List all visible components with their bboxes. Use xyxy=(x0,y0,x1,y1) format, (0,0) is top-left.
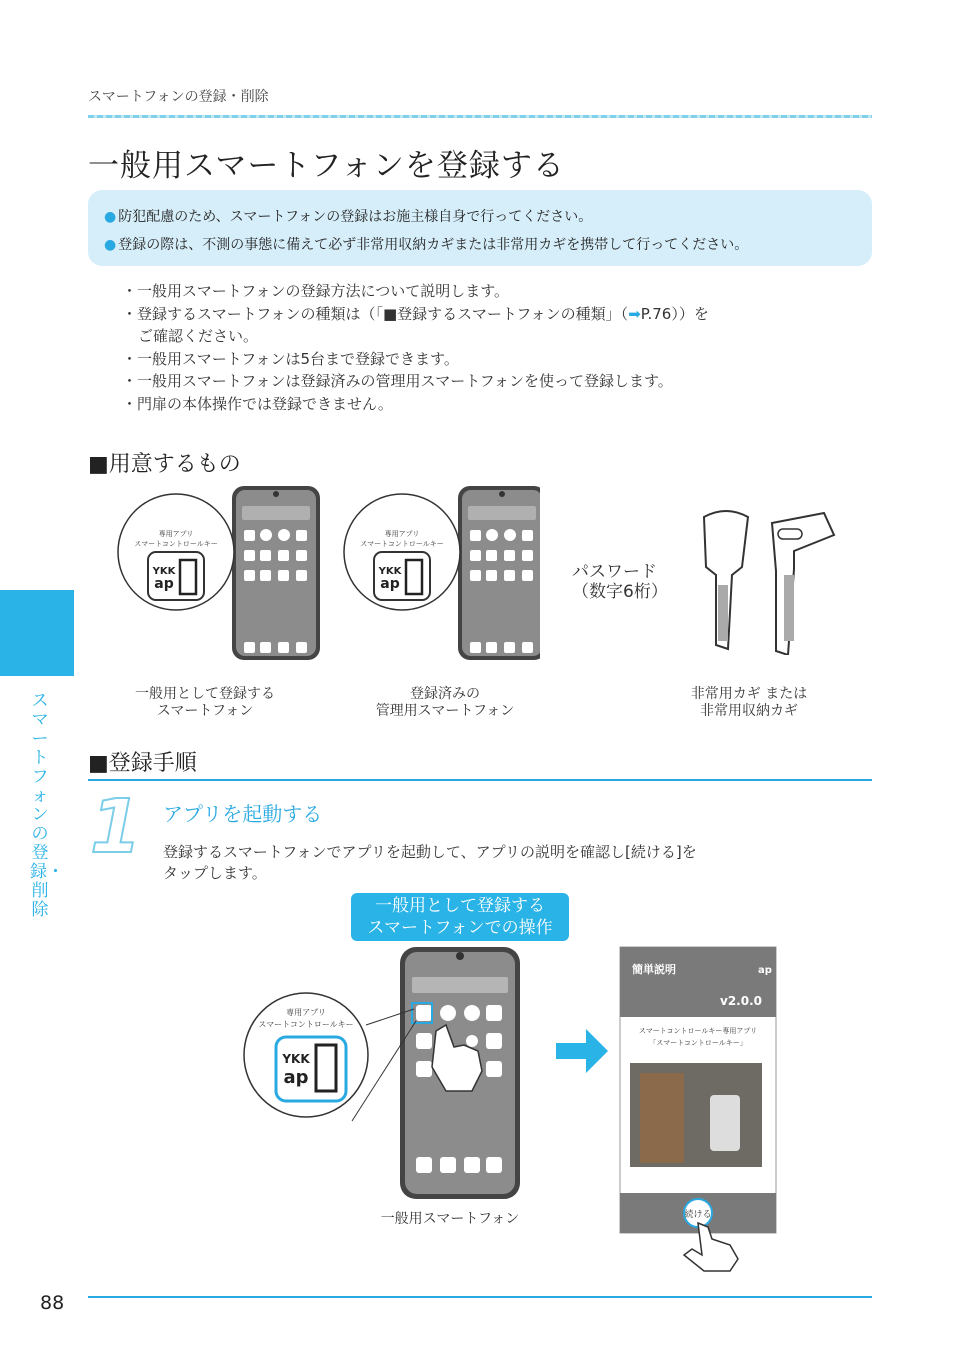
step-number: 1 xyxy=(90,784,142,870)
svg-text:スマートコントロールキー: スマートコントロールキー xyxy=(134,540,218,548)
page-number: 88 xyxy=(40,1292,65,1314)
svg-text:スマートコントロールキー専用アプリ: スマートコントロールキー専用アプリ xyxy=(638,1027,758,1035)
svg-text:専用アプリ: 専用アプリ xyxy=(286,1008,326,1017)
svg-text:専用アプリ: 専用アプリ xyxy=(384,530,420,538)
svg-text:YKK: YKK xyxy=(282,1052,310,1066)
header-divider xyxy=(88,115,872,118)
emergency-key-icon xyxy=(704,511,748,649)
description-list xyxy=(122,280,862,415)
svg-text:ap: ap xyxy=(758,965,772,976)
bullet-dot-icon: ● xyxy=(104,209,117,225)
arrow-right-icon xyxy=(556,1029,608,1073)
svg-text:ap: ap xyxy=(283,1067,309,1088)
caption-admin-phone: 登録済みの 管理用スマートフォン xyxy=(375,686,515,719)
list-item: ・一般用スマートフォンは5台まで登録できます。 xyxy=(122,349,459,368)
svg-text:ap: ap xyxy=(154,576,174,592)
page-link[interactable]: P.76 xyxy=(640,304,672,323)
caption-keys: 非常用カギ または 非常用収納カギ xyxy=(690,686,808,719)
section-title: ■用意するもの xyxy=(88,452,241,477)
list-item: ・登録するスマートフォンの種類は（「■登録するスマートフォンの種類」（➡P.76））を xyxy=(122,304,709,323)
section-divider xyxy=(88,779,872,781)
svg-text:YKK: YKK xyxy=(152,566,176,577)
arrow-right-icon: ➡ xyxy=(628,304,641,323)
svg-text:「スマートコントロールキー」: 「スマートコントロールキー」 xyxy=(649,1039,747,1047)
keys-illustration xyxy=(690,505,840,655)
password-label: パスワード （数字6桁） xyxy=(572,562,668,602)
svg-text:v2.0.0: v2.0.0 xyxy=(720,994,762,1008)
caption-large-phone: 一般用スマートフォン xyxy=(380,1211,520,1227)
page-title: 一般用スマートフォンを登録する xyxy=(88,148,565,184)
svg-text:スマートコントロールキー: スマートコントロールキー xyxy=(258,1020,354,1029)
caption-general-phone: 一般用として登録する スマートフォン xyxy=(135,686,275,719)
step-heading: アプリを起動する xyxy=(163,802,323,826)
notice-item: ● 登録の際は、不測の事態に備えて必ず非常用収納カギまたは非常用カギを携帯して行ってください。 xyxy=(104,237,749,253)
list-item: ご確認ください。 xyxy=(138,327,259,345)
side-tab-label: スマートフォンの登録・削除 xyxy=(30,691,64,920)
notice-item: ● 防犯配慮のため、スマートフォンの登録はお施主様自身で行ってください。 xyxy=(104,209,593,225)
list-item: ・一般用スマートフォンは登録済みの管理用スマートフォンを使って登録します。 xyxy=(122,372,673,390)
storage-key-icon xyxy=(772,513,834,655)
svg-text:YKK: YKK xyxy=(378,566,402,577)
phone-admin xyxy=(344,486,540,660)
side-tab xyxy=(0,590,74,676)
svg-text:簡単説明: 簡単説明 xyxy=(632,963,676,976)
notice-box xyxy=(88,190,872,266)
breadcrumb: スマートフォンの登録・削除 xyxy=(88,89,269,105)
footer-divider xyxy=(88,1296,872,1298)
phone-general-large xyxy=(400,947,520,1199)
list-item: ・門扉の本体操作では登録できません。 xyxy=(122,394,393,413)
app-zoom-circle xyxy=(244,993,416,1121)
bullet-dot-icon: ● xyxy=(104,237,117,253)
svg-text:スマートコントロールキー: スマートコントロールキー xyxy=(360,540,444,548)
svg-text:ap: ap xyxy=(380,576,400,592)
svg-text:専用アプリ: 専用アプリ xyxy=(158,530,194,538)
step-body: 登録するスマートフォンでアプリを起動して、アプリの説明を確認し[続ける]を タップします。 xyxy=(163,843,697,882)
continue-button-label: 続ける xyxy=(684,1210,712,1220)
list-item: ・一般用スマートフォンの登録方法について説明します。 xyxy=(122,282,510,300)
operation-callout: 一般用として登録する スマートフォンでの操作 xyxy=(351,893,569,941)
preparation-illustration xyxy=(100,480,540,680)
phone-general xyxy=(118,486,320,660)
section-title: ■登録手順 xyxy=(88,751,197,776)
app-intro-screen xyxy=(620,947,776,1271)
